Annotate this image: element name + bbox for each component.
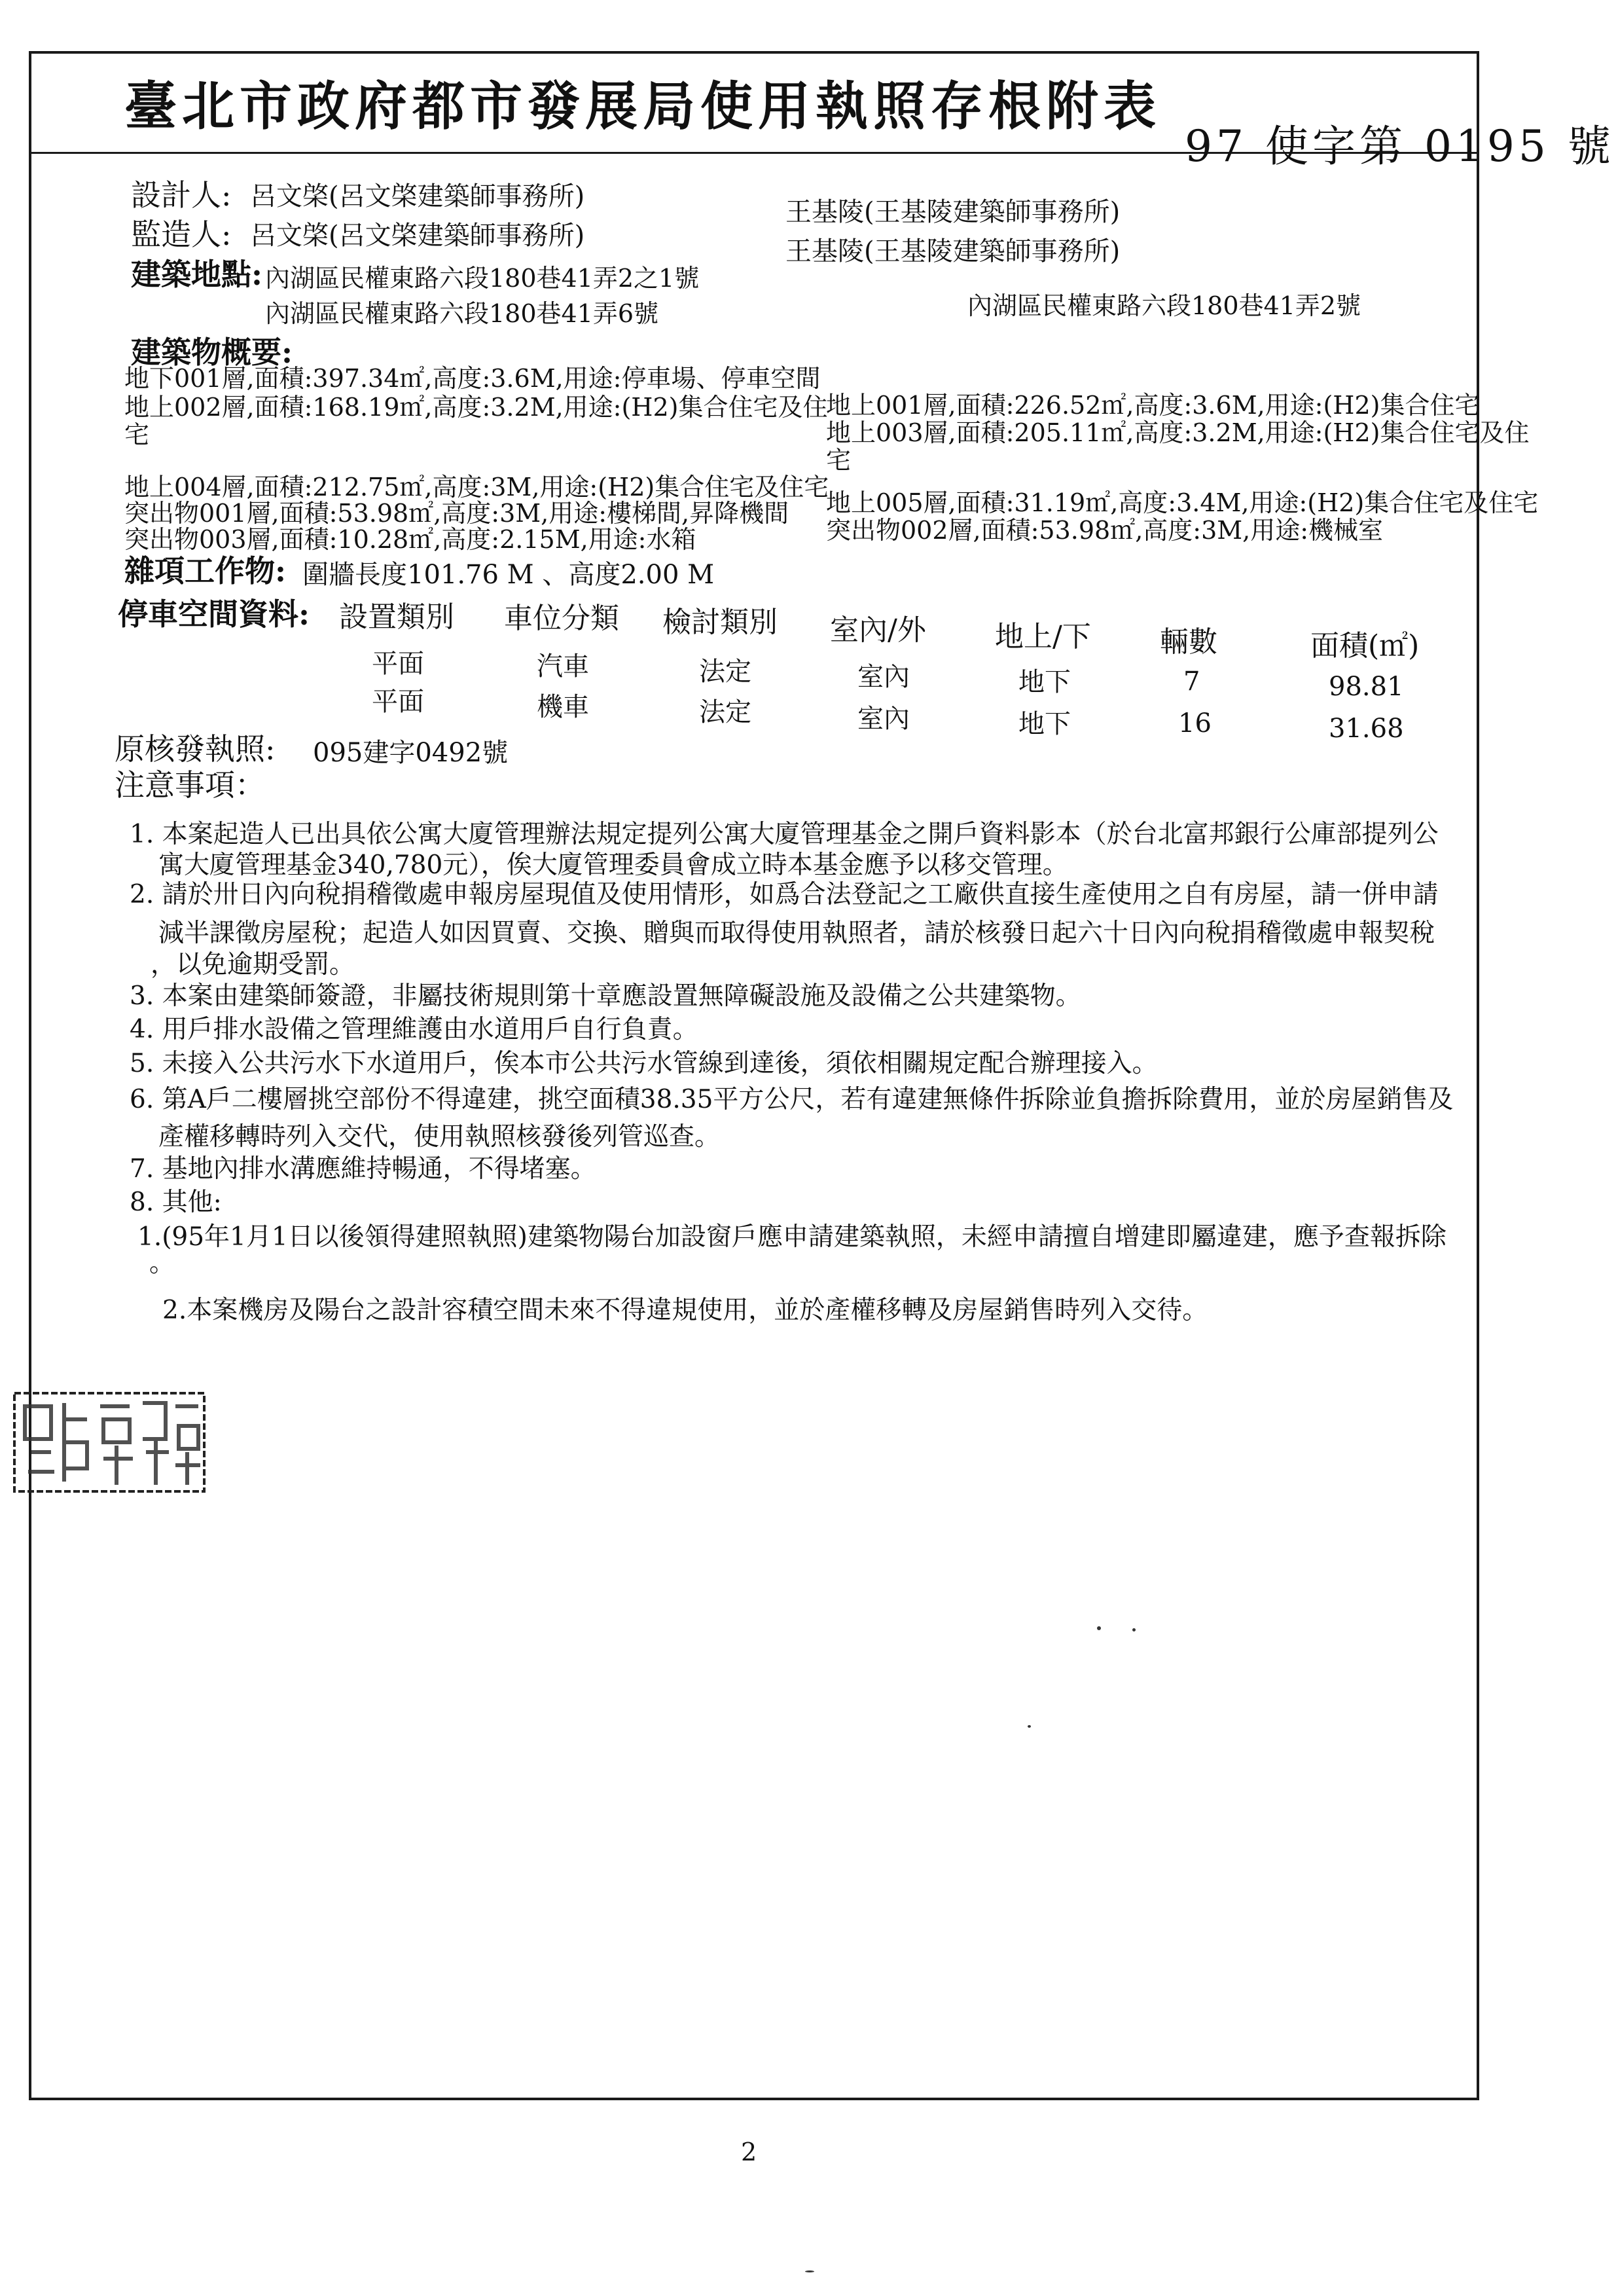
site-label: 建築地點: <box>131 257 262 292</box>
scan-speck <box>1097 1626 1101 1630</box>
parking-header-cell: 設置類別 <box>339 600 454 634</box>
parking-cell: 31.68 <box>1329 714 1404 744</box>
note-line: 3. 本案由建築師簽證，非屬技術規則第十章應設置無障礙設施及設備之公共建築物。 <box>130 981 1081 1011</box>
overview-left-line: 地上004層,面積:212.75㎡,高度:3M,用途:(H2)集合住宅及住宅 <box>124 473 829 501</box>
document-title: 臺北市政府都市發展局使用執照存根附表 <box>124 75 1161 137</box>
misc-works-value: 圍牆長度101.76 M 、高度2.00 M <box>302 560 715 590</box>
designer-value-1: 呂文棨(呂文棨建築師事務所) <box>250 181 585 211</box>
overview-right-line: 宅 <box>826 446 852 475</box>
parking-cell: 地下 <box>1018 667 1071 697</box>
overview-label: 建築物概要: <box>131 335 293 370</box>
parking-header-cell: 車位分類 <box>504 602 619 635</box>
overview-left-line: 地下001層,面積:397.34㎡,高度:3.6M,用途:停車場、停車空間 <box>124 364 821 393</box>
overview-left-line: 突出物001層,面積:53.98㎡,高度:3M,用途:樓梯間,昇降機間 <box>124 499 789 528</box>
notes-label: 注意事項： <box>115 767 265 803</box>
supervisor-value-1: 呂文棨(呂文棨建築師事務所) <box>250 221 585 251</box>
note-line: 1. 本案起造人已出具依公寓大廈管理辦法規定提列公寓大廈管理基金之開戶資料影本（於台北富邦銀行公庫部提列公 <box>130 820 1439 849</box>
designer-label: 設計人: <box>131 177 232 213</box>
designer-value-2: 王基陵(王基陵建築師事務所) <box>785 197 1121 227</box>
parking-cell: 平面 <box>372 649 424 679</box>
site-address-2: 內湖區民權東路六段180巷41弄6號 <box>265 299 659 328</box>
overview-left-line: 突出物003層,面積:10.28㎡,高度:2.15M,用途:水箱 <box>124 525 696 554</box>
note-line: 1.(95年1月1日以後領得建照執照)建築物陽台加設窗戶應申請建築執照，未經申請擅自增建即屬違建，應予查報拆除 <box>137 1222 1447 1252</box>
parking-cell: 室內 <box>857 704 910 734</box>
overview-right-line: 地上003層,面積:205.11㎡,高度:3.2M,用途:(H2)集合住宅及住 <box>826 418 1530 447</box>
scan-speck <box>805 2270 814 2272</box>
parking-cell: 機車 <box>537 692 589 722</box>
parking-header-cell: 檢討類別 <box>662 606 778 639</box>
supervisor-label: 監造人: <box>131 217 232 252</box>
note-line: 2.本案機房及陽台之設計容積空間未來不得違規使用，並於產權移轉及房屋銷售時列入交待。 <box>162 1296 1208 1325</box>
overview-right-line: 地上005層,面積:31.19㎡,高度:3.4M,用途:(H2)集合住宅及住宅 <box>826 488 1539 517</box>
overview-right-line: 地上001層,面積:226.52㎡,高度:3.6M,用途:(H2)集合住宅 <box>826 391 1480 420</box>
note-line: 2. 請於卅日內向稅捐稽徵處申報房屋現值及使用情形，如爲合法登記之工廠供直接生產使用之自有房屋，請一併申請 <box>130 880 1439 909</box>
original-license-value: 095建字0492號 <box>313 738 509 768</box>
parking-header-cell: 面積(㎡) <box>1310 629 1420 663</box>
site-address-3: 內湖區民權東路六段180巷41弄2號 <box>967 291 1361 320</box>
parking-cell: 室內 <box>857 662 910 692</box>
overview-left-line: 地上002層,面積:168.19㎡,高度:3.2M,用途:(H2)集合住宅及住 <box>124 393 828 422</box>
misc-works-label: 雜項工作物: <box>124 553 286 589</box>
note-line: ，以免逾期受罰。 <box>151 950 355 979</box>
parking-cell: 16 <box>1178 708 1212 738</box>
note-line: 減半課徵房屋稅；起造人如因買賣、交換、贈與而取得使用執照者，請於核發日起六十日內向稅捐稽徵處申報契稅 <box>158 919 1435 948</box>
note-line: 5. 未接入公共污水下水道用戶，俟本市公共污水管線到達後，須依相關規定配合辦理接入。 <box>130 1049 1158 1078</box>
parking-cell: 98.81 <box>1329 672 1404 702</box>
scan-speck <box>1028 1725 1031 1728</box>
supervisor-value-2: 王基陵(王基陵建築師事務所) <box>785 236 1121 266</box>
parking-cell: 平面 <box>372 687 424 717</box>
parking-label: 停車空間資料: <box>118 596 310 632</box>
parking-cell: 地下 <box>1018 709 1071 739</box>
note-line: 寓大廈管理基金340,780元），俟大廈管理委員會成立時本基金應予以移交管理。 <box>158 850 1068 880</box>
parking-header-cell: 室內/外 <box>830 613 926 647</box>
note-line: 6. 第A戶二樓層挑空部份不得違建，挑空面積38.35平方公尺，若有違建無條件拆除並負擔拆除費用，並於房屋銷售及 <box>130 1085 1454 1114</box>
overview-left-line: 宅 <box>124 420 150 449</box>
parking-cell: 汽車 <box>537 651 589 682</box>
scan-speck <box>1132 1628 1136 1631</box>
original-license-label: 原核發執照: <box>115 731 276 767</box>
parking-header-cell: 輛數 <box>1160 625 1217 659</box>
note-line: 4. 用戶排水設備之管理維護由水道用戶自行負責。 <box>130 1015 698 1044</box>
note-line: 產權移轉時列入交代，使用執照核發後列管巡查。 <box>158 1122 721 1152</box>
site-address-1: 內湖區民權東路六段180巷41弄2之1號 <box>265 264 700 293</box>
parking-header-cell: 地上/下 <box>995 620 1091 653</box>
parking-cell: 法定 <box>699 697 751 727</box>
note-line: 。 <box>149 1248 175 1278</box>
note-line: 8. 其他: <box>130 1188 222 1217</box>
official-seal-stamp <box>12 1380 208 1504</box>
parking-cell: 法定 <box>699 657 751 687</box>
document-number: 97 使字第 0195 號 <box>1185 121 1615 172</box>
note-line: 7. 基地內排水溝應維持暢通，不得堵塞。 <box>130 1154 596 1184</box>
overview-right-line: 突出物002層,面積:53.98㎡,高度:3M,用途:機械室 <box>826 516 1384 545</box>
page-number: 2 <box>741 2138 757 2166</box>
parking-cell: 7 <box>1183 666 1200 697</box>
